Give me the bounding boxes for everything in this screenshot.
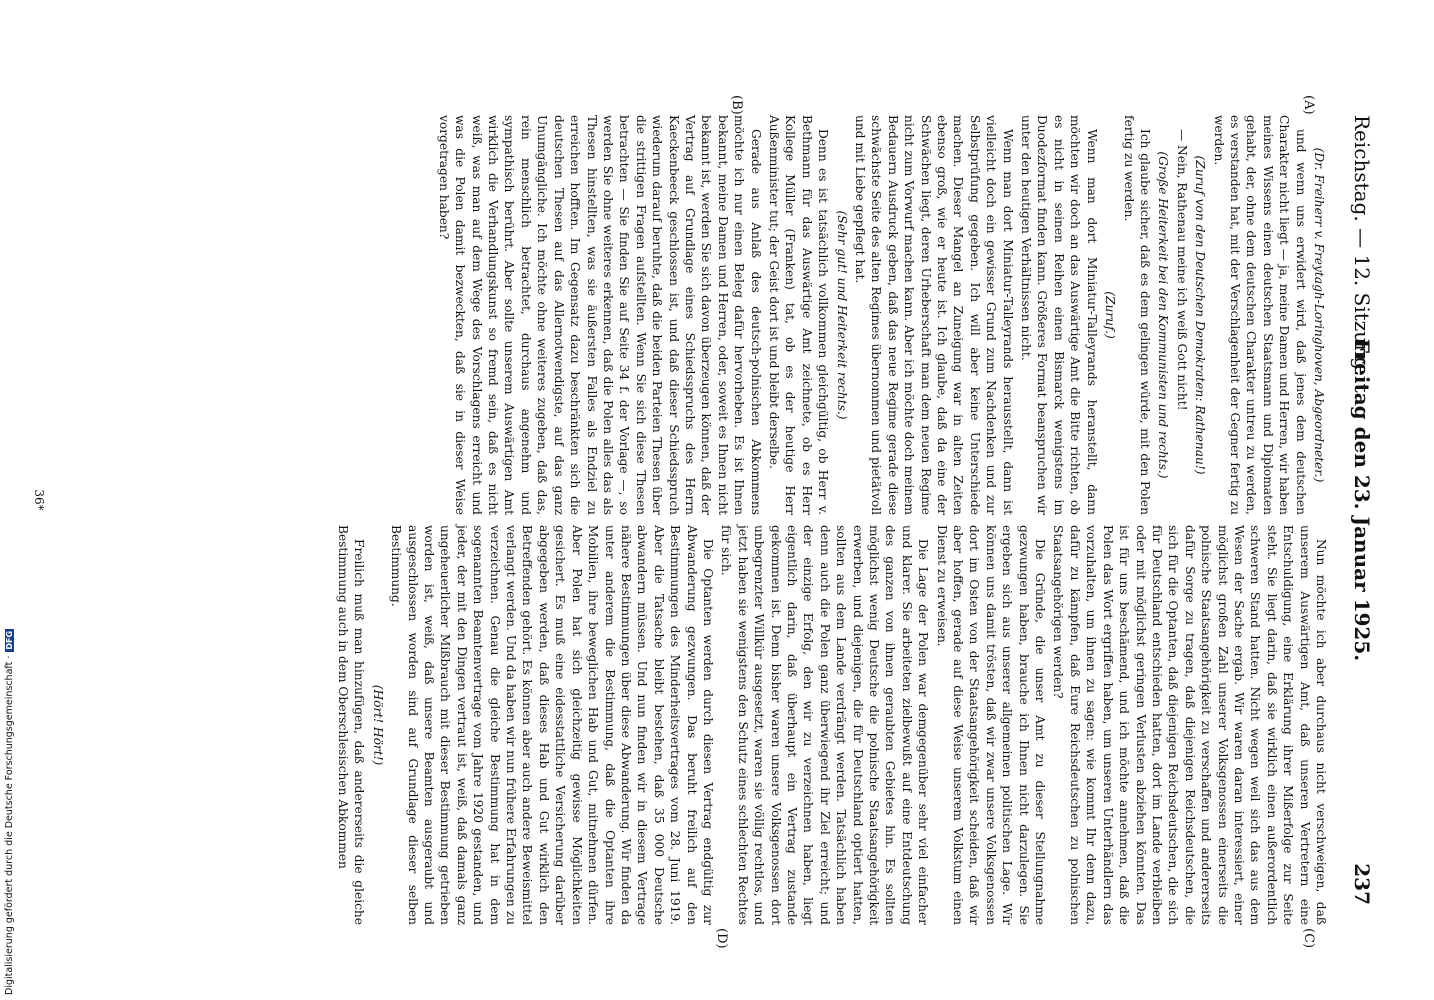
paragraph: und wenn uns erwidert wird, daß jenes dem deutschen Charakter nicht liegt — ja, meine Damen und Herren, wir haben meines Wissens einen deutschen Staatsmann und Diplomaten gehabt, der, ohne dem deutschen Charakter untreu zu werden, es verstanden hat, mit der Verschlagenheit der Gegner fertig zu werden. bbox=[1211, 115, 1308, 515]
paragraph: Denn es ist tatsächlich vollkommen gleichgültig, ob Herr v. Bethmann für das Auswärtige Amt zeichnete, ob es Herr Kollege Müller (Franken) tat, ob es der heutige Herr Außenminister tut; der Geist dort ist und bleibt derselbe. bbox=[767, 115, 831, 515]
interjection: (Dr. Freiherr v. Freytagh-Loringhoven, Abgeordneter.) bbox=[1312, 147, 1326, 483]
margin-mark-c: (C) bbox=[1301, 928, 1316, 949]
digitization-credit bbox=[4, 5, 18, 995]
credit-text: Digitalisierung gefördert durch die Deutsche Forschungsgemeinschaft · bbox=[4, 655, 15, 995]
dfg-logo: DFG bbox=[5, 630, 14, 650]
header-date: Freitag den 23. Januar 1925. bbox=[1350, 338, 1374, 662]
paragraph: Die Gründe, die unser Amt zu dieser Stellungnahme gezwungen haben, brauche ich Ihnen nicht darzulegen. Sie ergeben sich aus unserer allgemeinen politischen Lage. Wir können uns damit trösten, daß wir zwar unsere Volksgenossen dort im Osten von der Staatsangehörigkeit scheiden, daß wir aber hoffen, gerade auf diese Weise unserem Volkstum einen Dienst zu erweisen. bbox=[934, 525, 1048, 925]
paragraph: Freilich muß man hinzufügen, daß andererseits die gleiche Bestimmung auch in dem Oberschlesischen Abkommen bbox=[336, 525, 367, 925]
header-session: Reichstag. — 12. Sitzung. bbox=[1350, 115, 1374, 377]
page-header bbox=[1334, 0, 1374, 1000]
interjection: (Große Heiterkeit bei den Kommunisten und rechts.) bbox=[1156, 151, 1171, 479]
margin-mark-b: (B) bbox=[729, 95, 744, 115]
paragraph: Die Optanten werden durch diesen Vertrag endgültig zur Abwanderung gezwungen. Das beruht freilich auf den Bestimmungen des Minderheitsvertrages vom 28. Juni 1919. Aber die Tatsache bleibt bestehen, daß 35 000 Deutsche abwandern müssen. Und nun finden wir in diesem Vertrage nähere Bestimmungen über diese Abwanderung. Wir finden da unter anderem die Bestimmung, daß die Optanten ihre Mobilien, ihre beweglichen Hab und Gut, mitnehmen dürfen. Aber Polen hat sich gleichzeitig gewisse Möglichkeiten gesichert. Es muß eine eidesstattliche Versicherung darüber abgegeben werden, daß dieses Hab und Gut wirklich den Betreffenden gehört. Es können aber auch andere Beweismittel verlangt werden. Und da haben wir nun frühere Erfahrungen zu verzeichnen. Genau die gleiche Bestimmung hat in dem sogenannten Beamtenvertrage vom Jahre 1920 gestanden, und jeder, der mit den Dingen vertraut ist, weiß, daß damals ganz ungeheuerlicher Mißbrauch mit dieser Bestimmung getrieben worden ist, weiß, daß unsere Beamten ausgeraubt und ausgeschlossen worden sind auf Grundlage dieser selben Bestimmung. bbox=[389, 525, 715, 925]
interjection: (Sehr gut! und Heiterkeit rechts.) bbox=[834, 210, 849, 420]
interjection: (Zuruf.) bbox=[1103, 291, 1118, 339]
paragraph: Wenn man dort Miniatur-Talleyrands herausstellt, dann ist vielleicht doch ein gewisser Grund zum Nachdenken und zur Selbstprüfung gegeben. Ich will aber keine Unterschiede machen. Dieser Mangel an Zuneigung war in alten Zeiten ebenso groß, wie er heute ist. Ich glaube, daß da eine der Schwächen liegt, deren Urheberschaft man dem neuen Regime nicht zum Vorwurf machen kann. Aber ich möchte doch meinem Bedauern Ausdruck geben, daß das neue Regime gerade diese schwächste Seite des alten Regimes übernommen und pietätvoll und mit Liebe gepflegt hat. bbox=[853, 115, 1015, 515]
paragraph: Ich glaube sicher, daß es dem gelingen würde, mit den Polen fertig zu werden. bbox=[1121, 115, 1152, 515]
sheet-signature: 36* bbox=[32, 489, 46, 511]
interjection: (Zuruf von den Deutschen Demokraten: Rathenau!) bbox=[1193, 155, 1208, 475]
paragraph: Gerade aus Anlaß des deutsch-polnischen Abkommens möchte ich nur einen Beleg dafür hervorheben. Es ist Ihnen bekannt, meine Damen und Herren, oder, soweit es Ihnen nicht bekannt ist, werden Sie sich davon überzeugen können, daß der Vertrag auf Grundlage eines Schiedsspruchs des Herrn Kaeckenbeeck geschlossen ist, und daß dieser Schiedsspruch wiederum darauf beruhte, daß die beiden Parteien Thesen über die strittigen Fragen aufstellten. Wenn Sie sich diese Thesen betrachten — Sie finden Sie auf Seite 34 f. der Vorlage —, so werden Sie ohne weiteres erkennen, daß die Polen alles das als Thesen hinstellten, was sie äußersten Falles als Endziel zu erreichen hofften. Im Gegensatz dazu beschränkten sich die deutschen Thesen auf das Allernotwendigste, auf das ganz Unumgängliche. Ich möchte ohne weiteres zugeben, daß das, rein menschlich betrachtet, durchaus angenehm und sympathisch berührt. Aber sollte unserem Auswärtigen Amt wirklich die Verhandlungskunst so fremd sein, daß es nicht weiß, was man auf dem Wege des Vorschlagens erreicht und was die Polen damit bezweckten, daß sie in dieser Weise vorgetragen haben? bbox=[436, 115, 763, 515]
right-text-column bbox=[333, 525, 1329, 925]
left-text-column bbox=[433, 115, 1329, 515]
interjection: (Hört! Hört!) bbox=[370, 684, 385, 766]
paragraph: — Nein, Rathenau meine ich weiß Gott nicht! bbox=[1174, 129, 1189, 411]
paragraph: Nun möchte ich aber durchaus nicht verschweigen, daß unserem Auswärtigen Amt, daß unseren Vertretern eine Entschuldigung, eine Erklärung ihrer Mißerfolge zur Seite steht. Sie liegt darin, daß sie wirklich einen außerordentlich schweren Stand hatten. Nicht wegen weil sich das aus dem Wesen der Sache ergab. Wir waren daran interessiert, einer möglichst großen Zahl unserer Volksgenossen einerseits die polnische Staatsangehörigkeit zu verschaffen und andererseits dafür Sorge zu tragen, daß diejenigen Reichsdeutschen, die sich für die Optanten, daß diejenigen Reichsdeutschen, die sich für Deutschland entschieden hatten, dort im Lande verbleiben oder mit möglichst geringen Verlusten abziehen könnten. Das ist für uns beschämend, und ich möchte annehmen, daß die Polen das Wort ergriffen haben, um unseren Unterhändlern das vorzuhalten, um ihnen zu sagen: wie kommt Ihr denn dazu, dafür zu kämpfen, daß Eure Reichsdeutschen zu polnischen Staatsangehörigen werden? bbox=[1051, 525, 1328, 925]
margin-mark-d: (D) bbox=[714, 928, 729, 949]
page-number: 237 bbox=[1350, 863, 1374, 905]
paragraph: Wenn man dort Miniatur-Talleyrands heranstellt, dann möchten wir doch an das Auswärtige Amt die Bitte richten, ob es nicht in seinen Reihen einen Bismarck wenigstens im Duodezformat finden kann. Größeres Format beanspruchen wir unter den heutigen Verhältnissen nicht. bbox=[1019, 115, 1099, 515]
margin-mark-a: (A) bbox=[1301, 95, 1316, 115]
paragraph: Die Lage der Polen war demgegenüber sehr viel einfacher und klarer. Sie arbeiteten zielbewußt auf eine Entdeutschung des ganzen von ihnen geraubten Gebietes hin. Es sollten möglichst wenig Deutsche die polnische Staatsangehörigkeit erwerben, und diejenigen, die für Deutschland optiert hatten, sollten aus dem Lande verdrängt werden. Tatsächlich haben denn auch die Polen ganz überwiegend ihr Ziel erreicht; und der einzige Erfolg, den wir zu verzeichnen haben, liegt eigentlich darin, daß überhaupt ein Vertrag zustande gekommen ist. Denn bisher waren unsere Volksgenossen dort unbegrenzter Willkür ausgesetzt, waren sie völlig rechtlos, und jetzt haben sie wenigstens den Schutz eines schlechten Rechtes für sich. bbox=[719, 525, 931, 925]
